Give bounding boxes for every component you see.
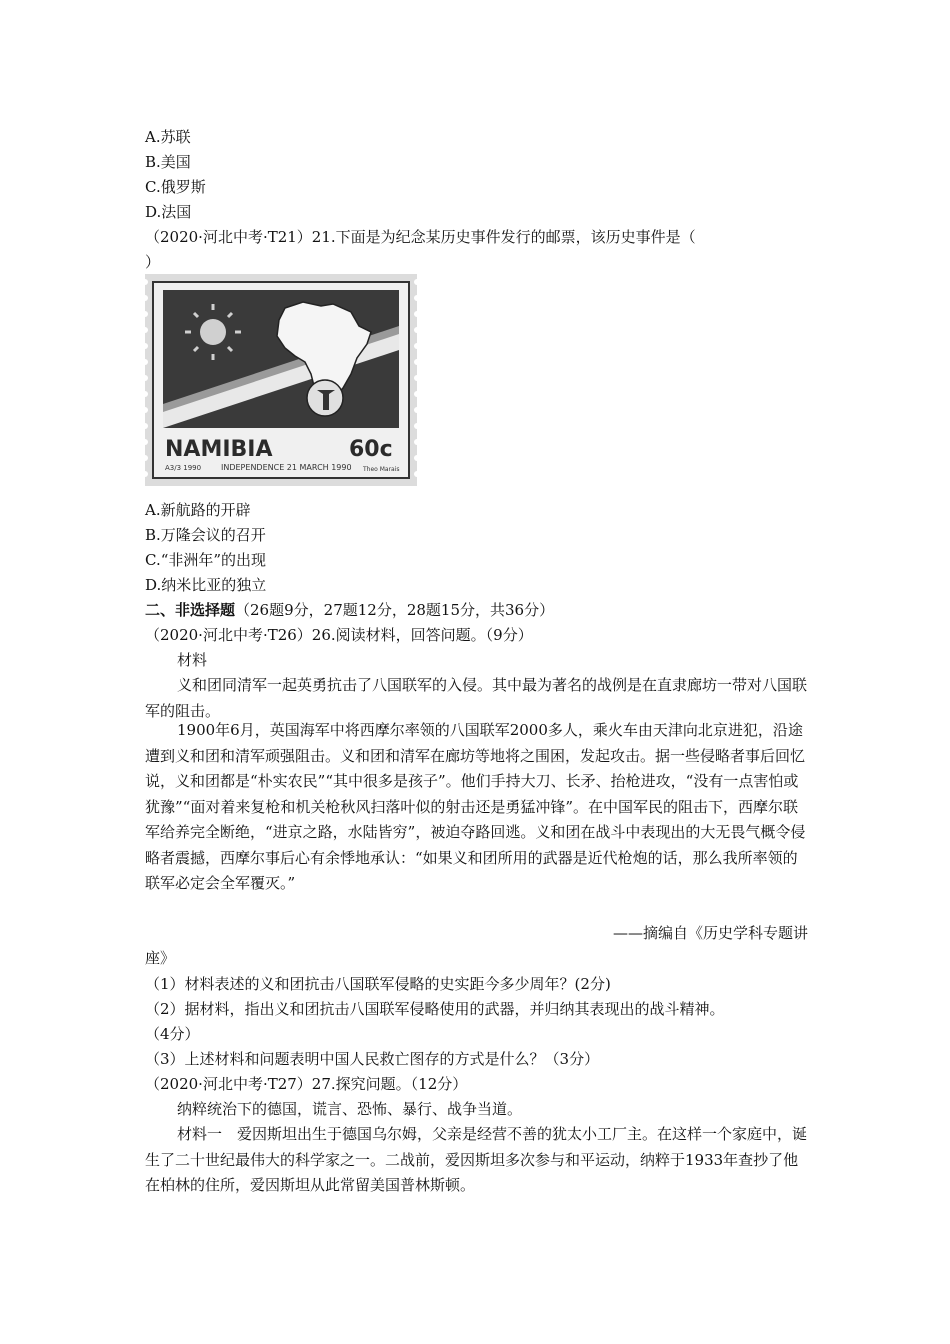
stamp-value-text: 60c <box>349 437 393 462</box>
q20-option-a: A.苏联 <box>145 128 191 146</box>
q26-paragraph-2: 1900年6月，英国海军中将西摩尔率领的八国联军2000多人，乘火车由天津向北京进犯，沿途遭到义和团和清军顽强阻击。义和团和清军在廊坊等地将之围困，发起攻击。据一些侵略者事后回忆说，义和团都是“朴实农民”“其中很多是孩子”。他们手持大刀、长矛、抬枪进攻，“没有一点害怕或犹豫”“面对着来复枪和机关枪秋风扫落叶似的射击还是勇猛冲锋”。在中国军民的阻击下，西摩尔联军给养完全断绝，“进京之路，水陆皆穷”，被迫夺路回逃。义和团在战斗中表现出的大无畏气概令侵略者震撼，西摩尔事后心有余悸地承认：“如果义和团所用的武器是近代枪炮的话，那么我所率领的联军必定会全军覆灭。” <box>145 721 806 892</box>
q27-intro: 纳粹统治下的德国，谎言、恐怖、暴行、战争当道。 <box>177 1100 523 1118</box>
q20-option-b: B.美国 <box>145 153 191 171</box>
q26-source: ——摘编自《历史学科专题讲 <box>612 924 808 942</box>
q26-source-end: 座》 <box>145 949 176 967</box>
q21-stem-end: ） <box>145 253 161 271</box>
q27-material-1: 材料一 爱因斯坦出生于德国乌尔姆，父亲是经营不善的犹太小工厂主。在这样一个家庭中，诞生了二十世纪最伟大的科学家之一。二战前，爱因斯坦多次参与和平运动，纳粹于1933年查抄了他在柏林的住所，爱因斯坦从此常留美国普林斯顿。 <box>145 1125 808 1194</box>
stamp-designer-text: Theo Marais <box>363 466 400 473</box>
q27-stem: （2020·河北中考·T27）27.探究问题。（12分） <box>145 1075 468 1093</box>
section-note: （26题9分，27题12分，28题15分，共36分） <box>235 601 555 619</box>
q21-option-c: C.“非洲年”的出现 <box>145 551 267 569</box>
q26-subquestion-3: （3）上述材料和问题表明中国人民救亡图存的方式是什么？（3分） <box>145 1050 600 1068</box>
section-label: 二、非选择题 <box>145 601 236 619</box>
stamp-country-text: NAMIBIA <box>165 437 273 462</box>
section-heading <box>145 598 554 623</box>
stamp-caption-text: INDEPENDENCE 21 MARCH 1990 <box>221 463 352 472</box>
q21-option-b: B.万隆会议的召开 <box>145 526 266 544</box>
q20-option-c: C.俄罗斯 <box>145 178 206 196</box>
q26-subquestion-1: （1）材料表述的义和团抗击八国联军侵略的史实距今多少周年？(2分) <box>145 975 611 993</box>
stamp-code-text: A3/3 1990 <box>165 464 202 472</box>
q21-stem: （2020·河北中考·T21）21.下面是为纪念某历史事件发行的邮票，该历史事件是（ <box>145 228 696 246</box>
q26-material-label: 材料 <box>177 651 208 669</box>
namibia-stamp-image <box>145 274 417 486</box>
q21-option-d: D.纳米比亚的独立 <box>145 576 267 594</box>
q20-option-d: D.法国 <box>145 203 192 221</box>
q26-subquestion-2-end: （4分） <box>145 1025 200 1043</box>
q26-subquestion-2: （2）据材料，指出义和团抗击八国联军侵略使用的武器，并归纳其表现出的战斗精神。 <box>145 1000 725 1018</box>
q21-option-a: A.新航路的开辟 <box>145 501 251 519</box>
q26-paragraph-1: 义和团同清军一起英勇抗击了八国联军的入侵。其中最为著名的战例是在直隶廊坊一带对八国联军的阻击。 <box>145 676 808 720</box>
q26-stem: （2020·河北中考·T26）26.阅读材料，回答问题。（9分） <box>145 626 533 644</box>
